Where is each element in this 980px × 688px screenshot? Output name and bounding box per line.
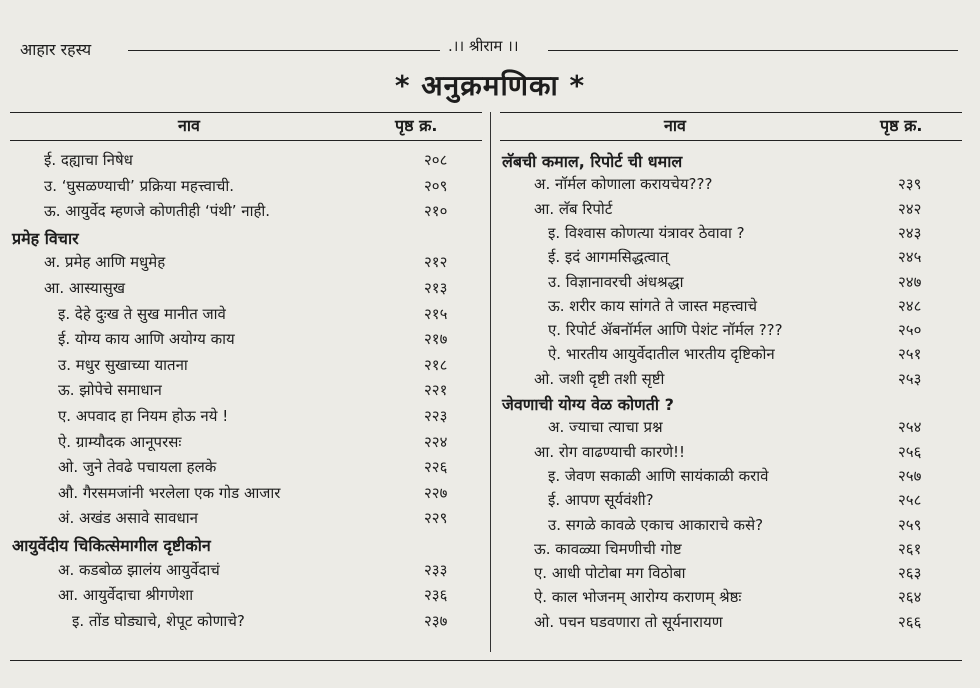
- left-entry-page-number: २२३: [424, 407, 448, 425]
- left-entry-title: ए. अपवाद हा नियम होऊ नये !: [58, 407, 229, 425]
- right-entry-page-number: २६६: [898, 612, 922, 631]
- left-col-name-header: नाव: [178, 116, 200, 135]
- right-entry-page-number: २५७: [898, 466, 922, 485]
- left-entry-page-number: २१७: [424, 330, 448, 349]
- left-entry-title: ओ. जुने तेवढे पचायला हलके: [58, 458, 217, 477]
- invocation: .।। श्रीराम ।।: [448, 37, 519, 55]
- left-entry-title: ई. दह्याचा निषेध: [44, 151, 133, 169]
- right-entry-title: इ. जेवण सकाळी आणि सायंकाळी करावे: [548, 466, 769, 485]
- right-entry-title: ए. आधी पोटोबा मग विठोबा: [534, 564, 686, 583]
- left-entry-page-number: २३३: [424, 560, 448, 579]
- right-table-top-rule: [500, 112, 962, 113]
- right-entry-title: ओ. पचन घडवणारा तो सूर्यनारायण: [534, 612, 723, 631]
- right-entry-page-number: २५१: [898, 345, 922, 364]
- left-col-page-header: पृष्ठ क्र.: [395, 116, 438, 135]
- right-table-header-rule: [500, 140, 962, 141]
- left-entry-title: इ. तोंड घोड्याचे, शेपूट कोणाचे?: [72, 611, 245, 630]
- right-entry-page-number: २४७: [898, 272, 922, 291]
- left-entry-title: उ. मधुर सुखाच्या यातना: [58, 355, 188, 374]
- left-entry-title: अं. अखंड असावे सावधान: [58, 509, 198, 528]
- right-entry-page-number: २५०: [898, 321, 922, 340]
- column-divider: [490, 112, 491, 652]
- book-title: आहार रहस्य: [20, 40, 92, 59]
- right-entry-page-number: २५४: [898, 418, 922, 437]
- left-entry-page-number: २२९: [424, 509, 448, 528]
- left-entry-title: उ. ‘घुसळण्याची’ प्रक्रिया महत्त्वाची.: [44, 176, 235, 195]
- left-entry-title: आयुर्वेदीय चिकित्सेमागील दृष्टीकोन: [12, 536, 211, 555]
- right-entry-page-number: २५३: [898, 369, 922, 388]
- right-entry-page-number: २५९: [898, 515, 922, 534]
- left-entry-page-number: २१८: [424, 355, 448, 374]
- right-entry-page-number: २३९: [898, 175, 922, 194]
- header-rule-right: [548, 50, 958, 51]
- right-entry-title: ऐ. काल भोजनम् आरोग्य कराणम् श्रेष्ठः: [534, 588, 742, 607]
- header-rule-left: [128, 50, 440, 51]
- right-col-page-header: पृष्ठ क्र.: [880, 116, 923, 135]
- right-entry-title: अ. ज्याचा त्याचा प्रश्न: [548, 418, 663, 437]
- left-entry-page-number: २२१: [424, 381, 448, 400]
- left-entry-title: अ. प्रमेह आणि मधुमेह: [44, 253, 166, 272]
- right-entry-page-number: २६३: [898, 564, 922, 583]
- right-entry-page-number: २४८: [898, 296, 922, 315]
- left-entry-page-number: २१०: [424, 202, 448, 221]
- right-entry-title: आ. रोग वाढण्याची कारणे!!: [534, 442, 686, 461]
- right-entry-title: जेवणाची योग्य वेळ कोणती ?: [502, 395, 674, 414]
- left-entry-page-number: २१३: [424, 279, 448, 297]
- right-entry-title: ऊ. शरीर काय सांगते ते जास्त महत्त्वाचे: [548, 296, 758, 315]
- left-entry-page-number: २२४: [424, 432, 448, 451]
- left-entry-title: इ. देहे दुःख ते सुख मानीत जावे: [58, 304, 226, 323]
- left-table-top-rule: [10, 112, 482, 113]
- right-entry-title: ई. आपण सूर्यवंशी?: [548, 491, 654, 510]
- right-entry-title: ए. रिपोर्ट ॲबनॉर्मल आणि पेशंट नॉर्मल ???: [548, 321, 783, 340]
- right-entry-title: आ. लॅब रिपोर्ट: [534, 199, 613, 218]
- right-col-name-header: नाव: [664, 116, 686, 135]
- left-entry-title: ई. योग्य काय आणि अयोग्य काय: [58, 330, 235, 349]
- left-entry-page-number: २३७: [424, 611, 448, 630]
- left-entry-page-number: २१२: [424, 253, 448, 272]
- right-entry-page-number: २४५: [898, 248, 922, 267]
- left-entry-page-number: २२६: [424, 458, 448, 477]
- right-entry-page-number: २६४: [898, 588, 922, 607]
- left-table-header-rule: [10, 140, 482, 141]
- left-entry-title: अ. कडबोळ झालंय आयुर्वेदाचं: [58, 560, 220, 579]
- left-entry-title: औ. गैरसमजांनी भरलेला एक गोड आजार: [58, 483, 281, 502]
- left-entry-title: ऊ. आयुर्वेद म्हणजे कोणतीही ‘पंथी’ नाही.: [44, 202, 271, 221]
- right-entry-page-number: २४३: [898, 223, 922, 242]
- right-entry-title: उ. विज्ञानावरची अंधश्रद्धा: [548, 272, 684, 291]
- right-entry-title: लॅबची कमाल, रिपोर्ट ची धमाल: [502, 152, 683, 171]
- left-entry-page-number: २०९: [424, 176, 448, 195]
- page-title: * अनुक्रमणिका *: [394, 69, 586, 102]
- left-entry-title: प्रमेह विचार: [12, 228, 79, 248]
- right-entry-page-number: २६१: [898, 539, 922, 558]
- left-entry-title: आ. आयुर्वेदाचा श्रीगणेशा: [58, 586, 194, 605]
- right-entry-title: ऊ. कावळ्या चिमणीची गोष्ट: [534, 539, 682, 558]
- left-entry-page-number: २३६: [424, 586, 448, 605]
- left-entry-title: ऊ. झोपेचे समाधान: [58, 381, 162, 400]
- right-entry-title: ओ. जशी दृष्टी तशी सृष्टी: [534, 369, 665, 388]
- right-entry-page-number: २५८: [898, 491, 922, 510]
- left-entry-page-number: २०८: [424, 151, 448, 169]
- right-entry-page-number: २५६: [898, 442, 922, 461]
- right-entry-page-number: २४२: [898, 199, 922, 218]
- left-entry-page-number: २२७: [424, 483, 448, 502]
- left-entry-title: ऐ. ग्राम्यौदक आनूपरसः: [58, 432, 182, 451]
- right-entry-title: अ. नॉर्मल कोणाला करायचेय???: [534, 175, 713, 194]
- left-entry-page-number: २१५: [424, 304, 448, 323]
- bottom-rule: [10, 660, 962, 661]
- right-entry-title: इ. विश्वास कोणत्या यंत्रावर ठेवावा ?: [548, 223, 745, 242]
- right-entry-title: उ. सगळे कावळे एकाच आकाराचे कसे?: [548, 515, 764, 534]
- right-entry-title: ई. इदं आगमसिद्धत्वात्: [548, 248, 669, 267]
- left-entry-title: आ. आस्यासुख: [44, 279, 126, 297]
- right-entry-title: ऐ. भारतीय आयुर्वेदातील भारतीय दृष्टिकोन: [548, 345, 775, 364]
